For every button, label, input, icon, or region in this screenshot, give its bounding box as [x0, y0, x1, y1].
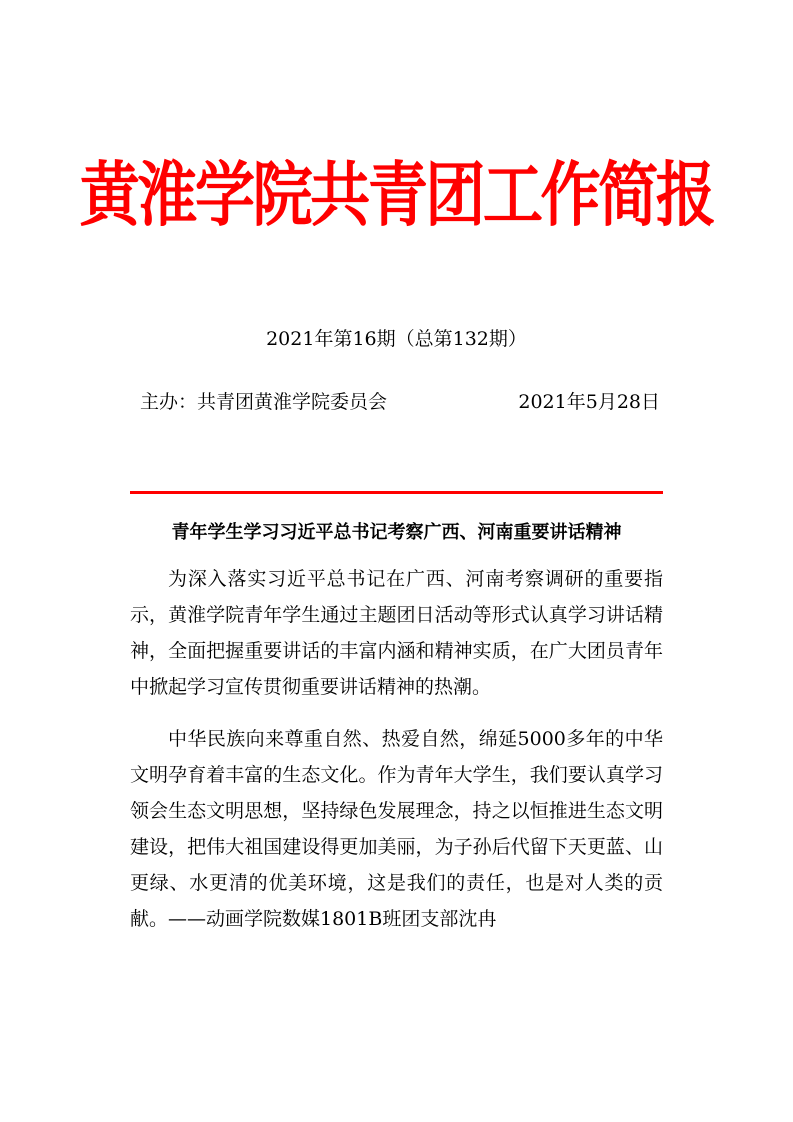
sponsor-line: 主办：共青团黄淮学院委员会 — [140, 391, 388, 413]
article-paragraph: 中华民族向来尊重自然、热爱自然，绵延5000多年的中华文明孕育着丰富的生态文化。作为青年大学生，我们要认真学习领会生态文明思想，坚持绿色发展理念，持之以恒推进生态文明建设，把伟大祖国建设得更加美丽，为子孙后代留下天更蓝、山更绿、水更清的优美环境，这是我们的责任，也是对人类的贡献。——动画学院数媒1801B班团支部沈冉 — [130, 728, 663, 930]
red-divider — [130, 491, 663, 494]
masthead-title: 黄淮学院共青团工作简报 — [79, 154, 714, 236]
issue-number: 2021年第16期（总第132期） — [266, 328, 527, 350]
meta-row — [140, 388, 660, 416]
publication-date: 2021年5月28日 — [518, 391, 660, 413]
article-paragraph: 为深入落实习近平总书记在广西、河南考察调研的重要指示，黄淮学院青年学生通过主题团日活动等形式认真学习讲话精神，全面把握重要讲话的丰富内涵和精神实质，在广大团员青年中掀起学习宣传贯彻重要讲话精神的热潮。 — [130, 568, 663, 698]
article-headline: 青年学生学习习近平总书记考察广西、河南重要讲话精神 — [171, 522, 622, 543]
article-body — [130, 561, 663, 937]
